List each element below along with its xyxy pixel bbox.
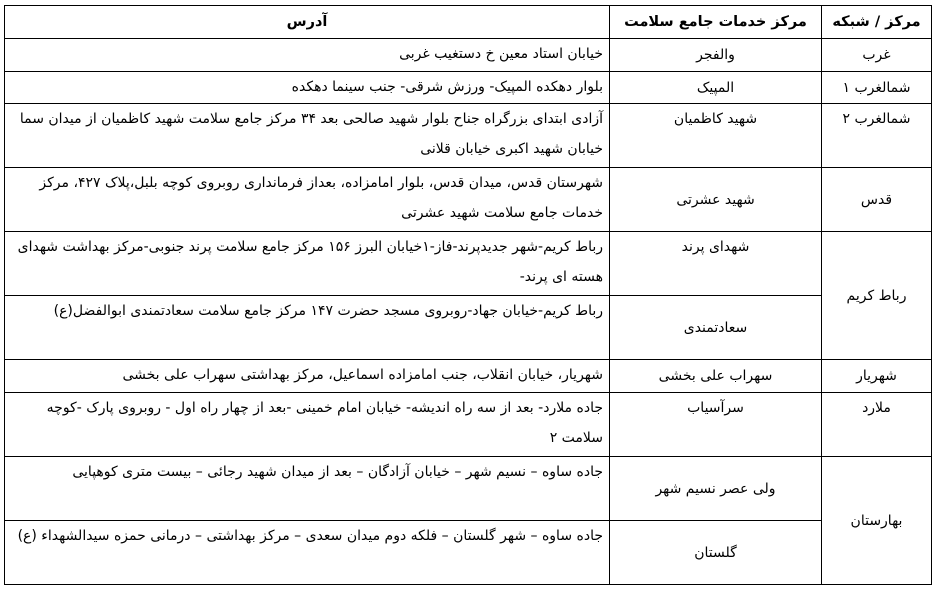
- center-cell: شهید عشرتی: [610, 168, 822, 232]
- address-cell: رباط کریم-خیابان جهاد-روبروی مسجد حضرت ۱۴۷ مرکز جامع سلامت سعادتمندی ابوالفضل(ع): [5, 296, 610, 360]
- center-cell: سعادتمندی: [610, 296, 822, 360]
- network-cell: رباط کریم: [822, 232, 932, 360]
- table-row: [5, 104, 932, 168]
- table-row: [5, 393, 932, 457]
- address-cell: بلوار دهکده المپیک- ورزش شرقی- جنب سینما دهکده: [5, 72, 610, 104]
- network-cell: ملارد: [822, 393, 932, 457]
- health-centers-table: [4, 5, 932, 585]
- table-row: [5, 72, 932, 104]
- center-cell: سرآسیاب: [610, 393, 822, 457]
- center-cell: ولی عصر نسیم شهر: [610, 457, 822, 521]
- address-cell: جاده ملارد- بعد از سه راه اندیشه- خیابان امام خمینی -بعد از چهار راه اول - روبروی پارک -کوچه سلامت ۲: [5, 393, 610, 457]
- header-row: [5, 6, 932, 39]
- table-row: [5, 168, 932, 232]
- network-cell: بهارستان: [822, 457, 932, 585]
- table-row: [5, 232, 932, 296]
- network-cell: غرب: [822, 39, 932, 72]
- center-cell: شهدای پرند: [610, 232, 822, 296]
- network-cell: شهریار: [822, 360, 932, 393]
- network-cell: قدس: [822, 168, 932, 232]
- header-center: مرکز خدمات جامع سلامت: [610, 6, 822, 39]
- address-cell: رباط کریم-شهر جدیدپرند-فاز-۱خیابان البرز ۱۵۶ مرکز جامع سلامت پرند جنوبی-مرکز بهداشت شهدای هسته ای پرند-: [5, 232, 610, 296]
- header-network: مرکز / شبکه: [822, 6, 932, 39]
- network-cell: شمالغرب ۲: [822, 104, 932, 168]
- address-cell: جاده ساوه – نسیم شهر – خیابان آزادگان – بعد از میدان شهید رجائی – بیست متری کوهپایی: [5, 457, 610, 521]
- network-cell: شمالغرب ۱: [822, 72, 932, 104]
- center-cell: شهید کاظمیان: [610, 104, 822, 168]
- table-row: [5, 39, 932, 72]
- address-cell: آزادی ابتدای بزرگراه جناح بلوار شهید صالحی بعد ۳۴ مرکز جامع سلامت شهید کاظمیان از میدان سما خیابان شهید اکبری خیابان قلانی: [5, 104, 610, 168]
- center-cell: المپیک: [610, 72, 822, 104]
- address-cell: شهرستان قدس، میدان قدس، بلوار امامزاده، بعداز فرمانداری روبروی کوچه بلبل،پلاک ۴۲۷، مرکز خدمات جامع سلامت شهید عشرتی: [5, 168, 610, 232]
- center-cell: گلستان: [610, 521, 822, 585]
- center-cell: والفجر: [610, 39, 822, 72]
- center-cell: سهراب علی بخشی: [610, 360, 822, 393]
- table-row: [5, 296, 932, 360]
- table-row: [5, 360, 932, 393]
- table-row: [5, 521, 932, 585]
- address-cell: شهریار، خیابان انقلاب، جنب امامزاده اسماعیل، مرکز بهداشتی سهراب علی بخشی: [5, 360, 610, 393]
- address-cell: خیابان استاد معین خ دستغیب غربی: [5, 39, 610, 72]
- address-cell: جاده ساوه – شهر گلستان – فلکه دوم میدان سعدی – مرکز بهداشتی – درمانی حمزه سیدالشهداء (ع): [5, 521, 610, 585]
- header-address: آدرس: [5, 6, 610, 39]
- table-row: [5, 457, 932, 521]
